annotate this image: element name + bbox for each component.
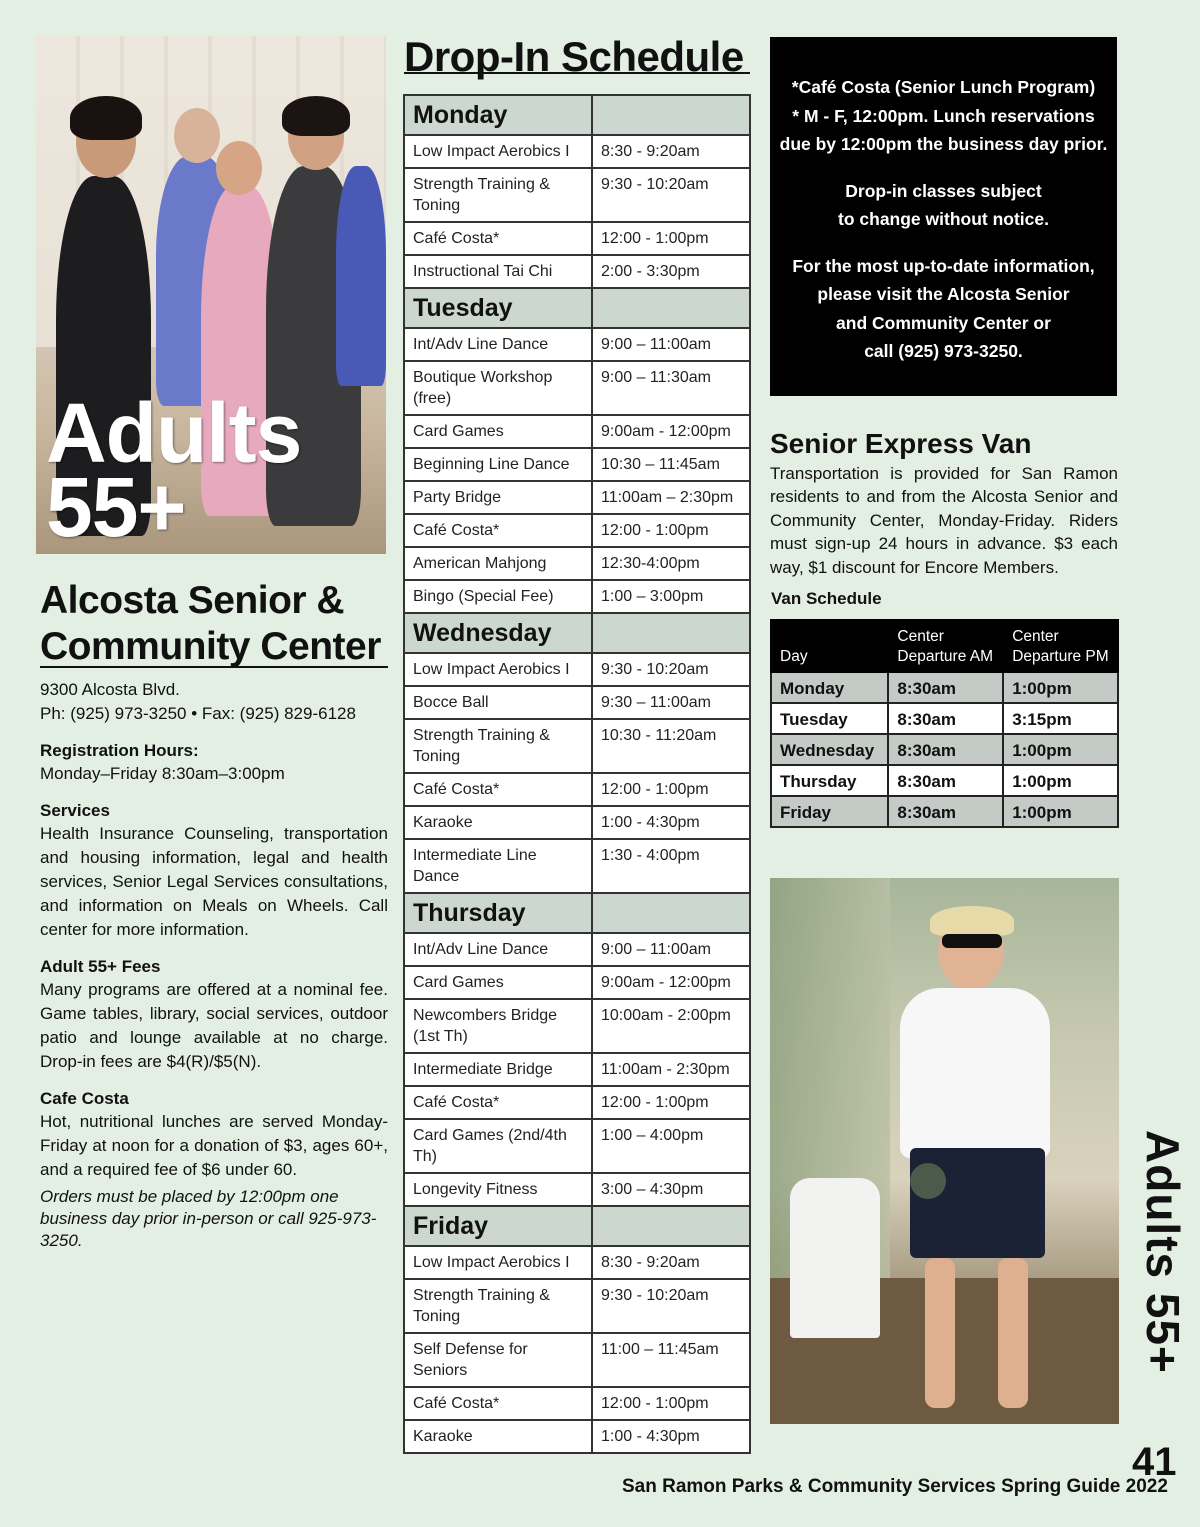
day-name: Wednesday [404,613,592,653]
van-column-header: Center Departure PM [1003,620,1118,672]
notice-line: due by 12:00pm the business day prior. [779,134,1108,154]
activity-name: Party Bridge [404,481,592,514]
day-header-blank [592,893,750,933]
van-departure-time: 3:15pm [1003,703,1118,734]
day-header-row [404,613,750,653]
activity-time: 2:00 - 3:30pm [592,255,750,288]
activity-time: 1:00 - 4:30pm [592,1420,750,1453]
schedule-row [404,222,750,255]
activity-name: Beginning Line Dance [404,448,592,481]
activity-time: 12:00 - 1:00pm [592,1387,750,1420]
activity-name: Karaoke [404,806,592,839]
activity-time: 9:30 - 10:20am [592,653,750,686]
notice-line: For the most up-to-date information, [792,255,1095,276]
activity-time: 9:00 – 11:00am [592,328,750,361]
schedule-row [404,1053,750,1086]
activity-time: 9:30 - 10:20am [592,1279,750,1333]
activity-time: 9:00am - 12:00pm [592,415,750,448]
schedule-row [404,547,750,580]
schedule-title-underline [404,72,750,74]
activity-name: Café Costa* [404,1086,592,1119]
schedule-row [404,839,750,893]
schedule-row [404,1420,750,1453]
schedule-row [404,686,750,719]
van-departure-time: 1:00pm [1003,796,1118,827]
schedule-row [404,448,750,481]
van-column-header: Center Departure AM [888,620,1003,672]
activity-time: 11:00am – 2:30pm [592,481,750,514]
van-day: Thursday [771,765,888,796]
notice-line: please visit the Alcosta Senior [817,284,1070,304]
bocce-player-photo [770,878,1119,1424]
activity-name: Karaoke [404,1420,592,1453]
activity-name: Café Costa* [404,514,592,547]
center-phone: Ph: (925) 973-3250 • Fax: (925) 829-6128 [40,704,356,723]
activity-name: Instructional Tai Chi [404,255,592,288]
cafe-heading: Cafe Costa [40,1089,129,1108]
activity-name: Bocce Ball [404,686,592,719]
activity-name: Boutique Workshop (free) [404,361,592,415]
schedule-row [404,255,750,288]
van-text: Transportation is provided for San Ramon residents to and from the Alcosta Senior and Community Center, Monday-Friday. Riders must sign-up 24 hours in advance. $3 each way, $1 discount for Encore Members. [770,464,1118,577]
schedule-row [404,1246,750,1279]
day-header-blank [592,613,750,653]
activity-name: Card Games [404,415,592,448]
van-row [771,703,1118,734]
schedule-row [404,1173,750,1206]
schedule-row [404,1333,750,1387]
van-day: Friday [771,796,888,827]
schedule-row [404,580,750,613]
activity-name: Café Costa* [404,1387,592,1420]
activity-time: 12:00 - 1:00pm [592,773,750,806]
page-number: 41 [1132,1440,1177,1484]
activity-name: Longevity Fitness [404,1173,592,1206]
activity-name: Low Impact Aerobics I [404,653,592,686]
activity-time: 9:30 - 10:20am [592,168,750,222]
activity-name: Low Impact Aerobics I [404,135,592,168]
cafe-note: Orders must be placed by 12:00pm one business day prior in-person or call 925-973-3250. [40,1187,377,1250]
day-header-row [404,893,750,933]
van-row [771,796,1118,827]
day-name: Friday [404,1206,592,1246]
activity-time: 9:30 – 11:00am [592,686,750,719]
activity-time: 10:30 - 11:20am [592,719,750,773]
van-day: Monday [771,672,888,703]
schedule-row [404,933,750,966]
center-info [40,678,388,1252]
activity-time: 9:00 – 11:00am [592,933,750,966]
activity-name: Bingo (Special Fee) [404,580,592,613]
activity-name: Int/Adv Line Dance [404,933,592,966]
activity-name: Card Games (2nd/4th Th) [404,1119,592,1173]
van-departure-time: 8:30am [888,796,1003,827]
cafe-notice-box [770,37,1117,396]
van-day: Tuesday [771,703,888,734]
line-dance-photo [36,36,386,554]
van-schedule-table [770,619,1119,828]
schedule-row [404,1086,750,1119]
van-departure-time: 8:30am [888,765,1003,796]
activity-time: 1:00 – 4:00pm [592,1119,750,1173]
van-row [771,672,1118,703]
services-text: Health Insurance Counseling, transportation and housing information, legal and health services, Senior Legal Services consultations, and information on Meals on Wheels. Call center for more information. [40,824,388,939]
hero-title-line2: 55+ [46,460,186,554]
schedule-row [404,999,750,1053]
activity-time: 12:00 - 1:00pm [592,222,750,255]
day-name: Thursday [404,893,592,933]
schedule-row [404,719,750,773]
activity-name: Self Defense for Seniors [404,1333,592,1387]
schedule-row [404,361,750,415]
day-name: Monday [404,95,592,135]
registration-heading: Registration Hours: [40,741,199,760]
hero-title-line1: Adults [46,386,302,480]
activity-name: American Mahjong [404,547,592,580]
schedule-row [404,481,750,514]
van-row [771,765,1118,796]
schedule-row [404,1387,750,1420]
van-departure-time: 1:00pm [1003,734,1118,765]
center-title-line1: Alcosta Senior & [40,579,345,622]
notice-line: * M - F, 12:00pm. Lunch reservations [792,105,1095,126]
notice-line: Drop-in classes subject [845,180,1042,201]
activity-name: Café Costa* [404,773,592,806]
activity-time: 12:30-4:00pm [592,547,750,580]
schedule-row [404,514,750,547]
notice-line: call (925) 973-3250. [864,341,1023,361]
activity-name: Card Games [404,966,592,999]
activity-name: Newcombers Bridge (1st Th) [404,999,592,1053]
schedule-row [404,653,750,686]
day-header-row [404,95,750,135]
schedule-row [404,1119,750,1173]
van-departure-time: 8:30am [888,734,1003,765]
van-departure-time: 8:30am [888,672,1003,703]
activity-name: Strength Training & Toning [404,1279,592,1333]
notice-line: to change without notice. [838,209,1049,229]
day-header-blank [592,288,750,328]
schedule-row [404,415,750,448]
schedule-row [404,328,750,361]
activity-time: 9:00 – 11:30am [592,361,750,415]
schedule-row [404,1279,750,1333]
van-row [771,734,1118,765]
day-name: Tuesday [404,288,592,328]
activity-time: 10:00am - 2:00pm [592,999,750,1053]
footer-text: San Ramon Parks & Community Services Spring Guide 2022 [622,1476,1168,1497]
activity-name: Café Costa* [404,222,592,255]
drop-in-schedule-table [403,94,751,1454]
schedule-row [404,168,750,222]
van-column-header: Day [771,620,888,672]
registration-hours: Monday–Friday 8:30am–3:00pm [40,764,285,783]
services-heading: Services [40,801,110,820]
activity-time: 3:00 – 4:30pm [592,1173,750,1206]
notice-line: and Community Center or [836,312,1051,333]
van-departure-time: 8:30am [888,703,1003,734]
van-title: Senior Express Van [770,428,1032,459]
activity-time: 9:00am - 12:00pm [592,966,750,999]
fees-heading: Adult 55+ Fees [40,957,161,976]
activity-time: 8:30 - 9:20am [592,135,750,168]
activity-time: 1:00 - 4:30pm [592,806,750,839]
activity-name: Intermediate Bridge [404,1053,592,1086]
fees-text: Many programs are offered at a nominal fee. Game tables, library, social services, outdoor patio and lounge available at no charge. Drop-in fees are $4(R)/$5(N). [40,980,388,1071]
activity-name: Strength Training & Toning [404,719,592,773]
activity-time: 1:30 - 4:00pm [592,839,750,893]
activity-time: 10:30 – 11:45am [592,448,750,481]
cafe-text: Hot, nutritional lunches are served Monday-Friday at noon for a donation of $3, ages 60+, and a required fee of $6 under 60. [40,1112,388,1179]
side-section-title: Adults 55+ [1137,1130,1189,1374]
van-departure-time: 1:00pm [1003,672,1118,703]
van-day: Wednesday [771,734,888,765]
day-header-blank [592,1206,750,1246]
day-header-row [404,288,750,328]
activity-time: 11:00 – 11:45am [592,1333,750,1387]
activity-name: Low Impact Aerobics I [404,1246,592,1279]
notice-line: *Café Costa (Senior Lunch Program) [791,77,1096,97]
van-schedule-heading: Van Schedule [771,589,882,608]
schedule-row [404,773,750,806]
activity-name: Intermediate Line Dance [404,839,592,893]
day-header-blank [592,95,750,135]
schedule-title: Drop-In Schedule [404,33,744,80]
schedule-row [404,806,750,839]
van-departure-time: 1:00pm [1003,765,1118,796]
day-header-row [404,1206,750,1246]
center-title-underline [40,666,388,668]
center-address: 9300 Alcosta Blvd. [40,680,180,699]
activity-time: 12:00 - 1:00pm [592,514,750,547]
activity-time: 8:30 - 9:20am [592,1246,750,1279]
center-title-line2: Community Center [40,625,381,668]
activity-time: 1:00 – 3:00pm [592,580,750,613]
activity-time: 12:00 - 1:00pm [592,1086,750,1119]
activity-name: Int/Adv Line Dance [404,328,592,361]
activity-time: 11:00am - 2:30pm [592,1053,750,1086]
activity-name: Strength Training & Toning [404,168,592,222]
center-title [40,578,390,670]
schedule-row [404,966,750,999]
schedule-row [404,135,750,168]
